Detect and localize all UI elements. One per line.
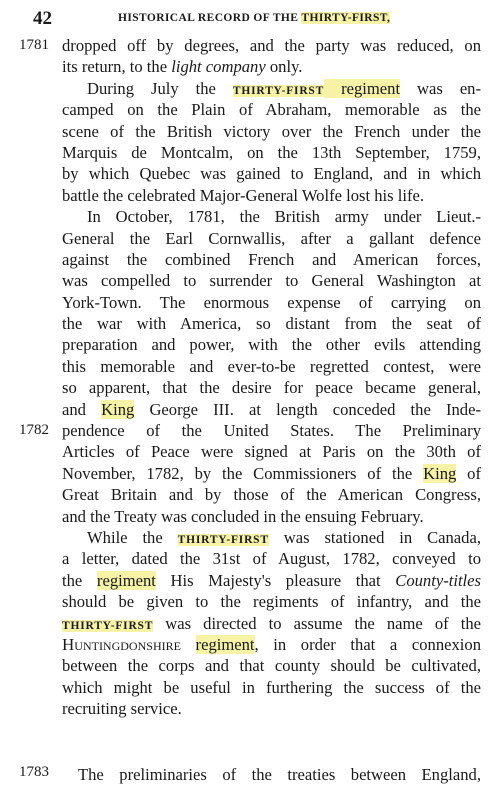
- paragraph-4-line: Huntingdonshire regiment, in order that a connexion: [62, 634, 481, 654]
- paragraph-3-line: the war with America, so distant from the seat of: [62, 314, 481, 334]
- highlight-king: King: [423, 463, 457, 483]
- paragraph-4-line: recruiting service.: [62, 699, 182, 719]
- emphasis-county-titles: County-titles: [395, 570, 481, 590]
- page-number: 42: [33, 8, 52, 29]
- running-title-highlight: THIRTY-FIRST,: [301, 12, 391, 24]
- paragraph-4-line: a letter, dated the 31st of August, 1782, conveyed to: [62, 549, 481, 569]
- paragraph-2-line: camped on the Plain of Abraham, memorable as the: [62, 100, 481, 120]
- paragraph-2-line: by which Quebec was gained to England, and in which: [62, 164, 481, 184]
- body-text: [62, 35, 481, 720]
- highlight-regiment: regiment: [341, 78, 401, 98]
- highlight-thirty-first: THIRTY-FIRST: [232, 84, 325, 97]
- highlight-regiment: regiment: [195, 634, 255, 654]
- huntingdonshire-small-caps: Huntingdonshire: [62, 634, 181, 654]
- paragraph-3-line: Articles of Peace were signed at Paris on the 30th of: [62, 442, 481, 462]
- emphasis-light-company: light company: [171, 57, 266, 77]
- paragraph-4-line: While the THIRTY-FIRST was stationed in Canada,: [87, 527, 481, 547]
- margin-year-1782: 1782: [19, 422, 49, 438]
- running-title: [118, 12, 390, 24]
- paragraph-4-line: should be given to the regiments of infantry, and the: [62, 592, 481, 612]
- paragraph-4-line: the regiment His Majesty's pleasure that County-titles: [62, 570, 481, 590]
- paragraph-3-line: pendence of the United States. The Preliminary: [62, 421, 481, 441]
- paragraph-3-line: General the Earl Cornwallis, after a gallant defence: [62, 228, 481, 248]
- paragraph-3-line: In October, 1781, the British army under Lieut.-: [87, 207, 481, 227]
- paragraph-4-line: THIRTY-FIRST was directed to assume the name of the: [62, 613, 481, 633]
- paragraph-1-line: dropped off by degrees, and the party was reduced, on: [62, 36, 481, 55]
- paragraph-2-line: Marquis de Montcalm, on the 13th September, 1759,: [62, 142, 481, 162]
- paragraph-3-line: this memorable and ever-to-be regretted contest, were: [62, 356, 481, 376]
- paragraph-3-line: preparation and power, with the other evils attending: [62, 335, 481, 355]
- paragraph-3-line: was compelled to surrender to General Washington at: [62, 271, 481, 291]
- paragraph-1-line: its return, to the light company only.: [62, 57, 303, 77]
- paragraph-2-line: battle the celebrated Major-General Wolfe lost his life.: [62, 185, 425, 205]
- paragraph-3-line: and the Treaty was concluded in the ensuing February.: [62, 506, 424, 526]
- margin-year-1781: 1781: [19, 37, 49, 53]
- highlight-regiment: regiment: [96, 570, 156, 590]
- highlight-thirty-first: THIRTY-FIRST: [177, 533, 269, 546]
- paragraph-2-line: scene of the British victory over the French under the: [62, 121, 481, 141]
- paragraph-2-line: During July the THIRTY-FIRST regiment was en-: [87, 78, 482, 98]
- highlight-thirty-first: THIRTY-FIRST: [62, 619, 154, 632]
- highlight-king: King: [101, 399, 135, 419]
- paragraph-3-line: Great Britain and by those of the American Congress,: [62, 485, 481, 505]
- running-header: [0, 8, 497, 28]
- paragraph-3-line: so apparent, that the desire for peace became general,: [62, 378, 481, 398]
- paragraph-5-line: The preliminaries of the treaties between England,: [78, 765, 481, 784]
- paragraph-3-line: and King George III. at length conceded the Inde-: [62, 399, 481, 419]
- paragraph-3-line: November, 1782, by the Commissioners of the King of: [62, 463, 481, 483]
- running-title-prefix: HISTORICAL RECORD OF THE: [118, 12, 299, 24]
- paragraph-4-line: between the corps and that county should be cultivated,: [62, 656, 481, 676]
- paragraph-3-line: against the combined French and American forces,: [62, 249, 481, 269]
- paragraph-3-line: York-Town. The enormous expense of carrying on: [62, 292, 481, 312]
- margin-year-1783: 1783: [19, 764, 49, 780]
- paragraph-4-line: which might be useful in furthering the success of the: [62, 677, 481, 697]
